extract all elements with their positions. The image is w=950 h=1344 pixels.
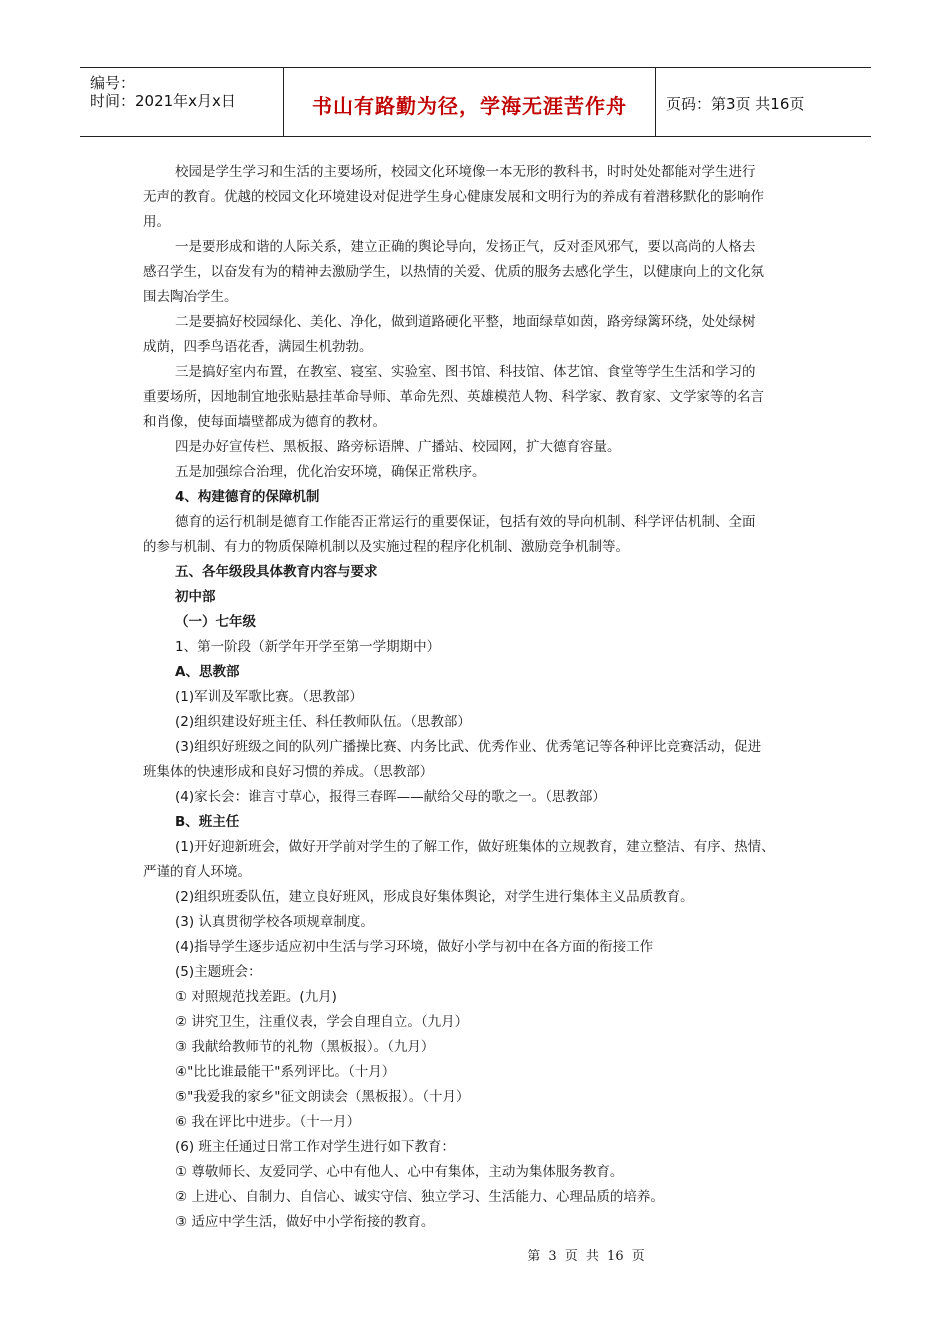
body-text-line: ② 讲究卫生，注重仪表，学会自理自立。（九月） bbox=[175, 1014, 469, 1030]
body-text-line: 成荫，四季鸟语花香，满园生机勃勃。 bbox=[143, 339, 373, 355]
body-text-line: ④"比比谁最能干"系列评比。（十月） bbox=[175, 1064, 396, 1080]
body-text-line: ⑥ 我在评比中进步。（十一月） bbox=[175, 1114, 361, 1130]
body-text-line: ① 对照规范找差距。(九月) bbox=[175, 989, 337, 1005]
document-body bbox=[143, 160, 808, 1235]
body-text-line: ③ 我献给教师节的礼物（黑板报）。（九月） bbox=[175, 1039, 435, 1055]
header-motto-cell bbox=[284, 68, 656, 136]
body-text-line: 重要场所，因地制宜地张贴悬挂革命导师、革命先烈、英雄模范人物、科学家、教育家、文学家等的名言 bbox=[143, 389, 764, 405]
document-number-label: 编号： bbox=[90, 74, 136, 92]
header-page-cell bbox=[656, 68, 871, 136]
body-text-line: 用。 bbox=[143, 214, 170, 230]
body-text-line: (4)家长会：谁言寸草心，报得三春晖——献给父母的歌之一。（思教部） bbox=[175, 789, 606, 805]
header-page-code: 页码：第3页 共16页 bbox=[666, 95, 805, 113]
body-text-line: (1)开好迎新班会，做好开学前对学生的了解工作，做好班集体的立规教育，建立整洁、有序、热情、 bbox=[175, 839, 775, 855]
section-heading: 初中部 bbox=[175, 589, 216, 605]
body-text-line: (1)军训及军歌比赛。（思教部） bbox=[175, 689, 363, 705]
body-text-line: 班集体的快速形成和良好习惯的养成。（思教部） bbox=[143, 764, 434, 780]
body-text-line: 的参与机制、有力的物质保障机制以及实施过程的程序化机制、激励竞争机制等。 bbox=[143, 539, 629, 555]
body-text-line: ⑤"我爱我的家乡"征文朗读会（黑板报）。（十月） bbox=[175, 1089, 470, 1105]
page-header bbox=[80, 67, 871, 137]
body-text-line: 1、第一阶段（新学年开学至第一学期期中） bbox=[175, 639, 441, 655]
header-motto: 书山有路勤为径，学海无涯苦作舟 bbox=[312, 94, 627, 118]
body-text-line: ② 上进心、自制力、自信心、诚实守信、独立学习、生活能力、心理品质的培养。 bbox=[175, 1189, 664, 1205]
body-text-line: ① 尊敬师长、友爱同学、心中有他人、心中有集体，主动为集体服务教育。 bbox=[175, 1164, 624, 1180]
body-text-line: 二是要搞好校园绿化、美化、净化，做到道路硬化平整，地面绿草如茵，路旁绿篱环绕，处处绿树 bbox=[175, 314, 756, 330]
header-info-cell bbox=[80, 68, 284, 136]
body-text-line: 严谨的育人环境。 bbox=[143, 864, 251, 880]
section-heading: （一）七年级 bbox=[175, 614, 256, 630]
body-text-line: (4)指导学生逐步适应初中生活与学习环境，做好小学与初中在各方面的衔接工作 bbox=[175, 939, 654, 955]
body-text-line: 校园是学生学习和生活的主要场所，校园文化环境像一本无形的教科书，时时处处都能对学生进行 bbox=[175, 164, 756, 180]
body-text-line: 围去陶冶学生。 bbox=[143, 289, 238, 305]
section-heading: A、思教部 bbox=[175, 664, 240, 680]
document-date-label: 时间：2021年x月x日 bbox=[90, 92, 236, 110]
body-text-line: (3)组织好班级之间的队列广播操比赛、内务比武、优秀作业、优秀笔记等各种评比竞赛活动，促进 bbox=[175, 739, 762, 755]
body-text-line: (3) 认真贯彻学校各项规章制度。 bbox=[175, 914, 374, 930]
body-text-line: (2)组织建设好班主任、科任教师队伍。（思教部） bbox=[175, 714, 471, 730]
body-text-line: 和肖像，使每面墙壁都成为德育的教材。 bbox=[143, 414, 386, 430]
body-text-line: 五是加强综合治理，优化治安环境，确保正常秩序。 bbox=[175, 464, 486, 480]
section-heading: B、班主任 bbox=[175, 814, 240, 830]
body-text-line: 三是搞好室内布置，在教室、寝室、实验室、图书馆、科技馆、体艺馆、食堂等学生生活和学习的 bbox=[175, 364, 756, 380]
footer-page-number: 第 3 页 共 16 页 bbox=[527, 1249, 645, 1264]
body-text-line: (5)主题班会： bbox=[175, 964, 262, 980]
body-text-line: 无声的教育。优越的校园文化环境建设对促进学生身心健康发展和文明行为的养成有着潜移默化的影响作 bbox=[143, 189, 764, 205]
body-text-line: 一是要形成和谐的人际关系，建立正确的舆论导向，发扬正气，反对歪风邪气，要以高尚的人格去 bbox=[175, 239, 756, 255]
section-heading: 五、各年级段具体教育内容与要求 bbox=[175, 564, 378, 580]
body-text-line: 德育的运行机制是德育工作能否正常运行的重要保证，包括有效的导向机制、科学评估机制、全面 bbox=[175, 514, 756, 530]
body-text-line: 四是办好宣传栏、黑板报、路旁标语牌、广播站、校园网，扩大德育容量。 bbox=[175, 439, 621, 455]
section-heading: 4、构建德育的保障机制 bbox=[175, 489, 320, 505]
body-text-line: (2)组织班委队伍，建立良好班风，形成良好集体舆论，对学生进行集体主义品质教育。 bbox=[175, 889, 694, 905]
body-text-line: (6) 班主任通过日常工作对学生进行如下教育： bbox=[175, 1139, 455, 1155]
page-footer bbox=[0, 1245, 950, 1264]
body-text-line: 感召学生，以奋发有为的精神去激励学生，以热情的关爱、优质的服务去感化学生，以健康向上的文化氛 bbox=[143, 264, 764, 280]
body-text-line: ③ 适应中学生活，做好中小学衔接的教育。 bbox=[175, 1214, 435, 1230]
